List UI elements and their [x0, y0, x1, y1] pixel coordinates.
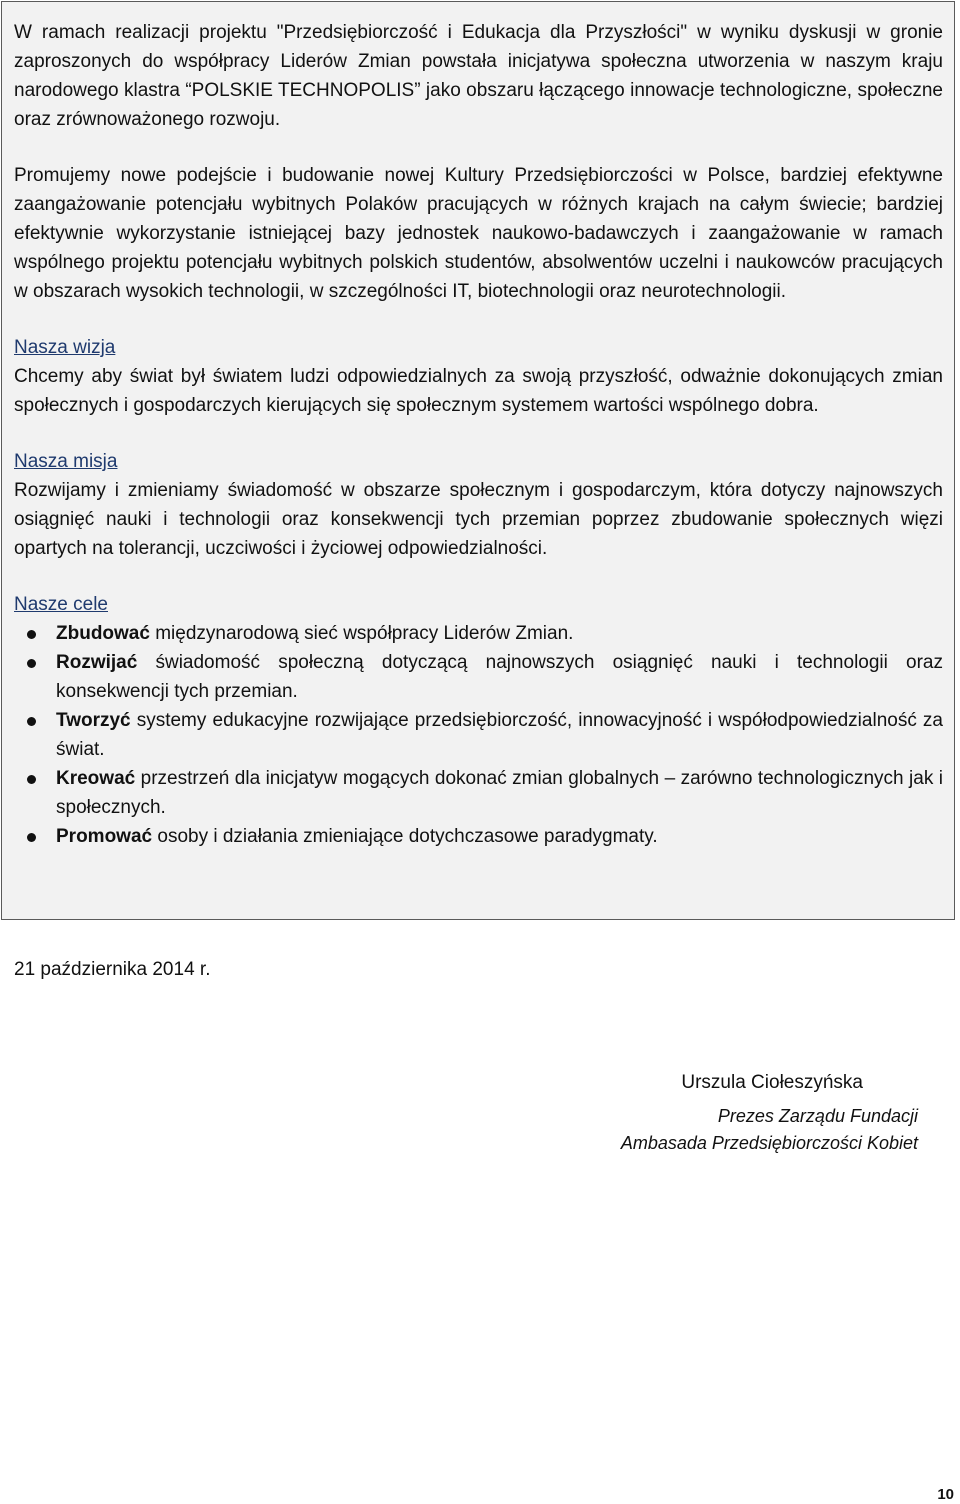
- goal-item: [14, 764, 943, 822]
- page-number: 10: [937, 1486, 954, 1503]
- bullet-icon: [27, 717, 36, 726]
- mission-text: Rozwijamy i zmieniamy świadomość w obszarze społecznym i gospodarczym, która dotyczy najnowszych osiągnięć nauki i technologii oraz konsekwencji tych przemian poprzez zbudowanie społecznych więzi opartych na tolerancji, uczciwości i życiowej odpowiedzialności.: [14, 480, 943, 559]
- goal-item: [14, 648, 943, 706]
- goal-verb: Zbudować: [56, 623, 150, 644]
- promotion-paragraph: Promujemy nowe podejście i budowanie nowej Kultury Przedsiębiorczości w Polsce, bardziej efektywne zaangażowanie potencjału wybitnych Polaków pracujących w różnych krajach na całym świecie; bardziej efektywnie wykorzystanie istniejącej bazy jednostek naukowo-badawczych i zaangażowanie w ramach wspólnego projektu potencjału wybitnych polskich studentów, absolwentów uczelni i naukowców pracujących w obszarach wysokich technologii, w szczególności IT, biotechnologii oraz neurotechnologii.: [14, 165, 943, 302]
- goal-verb: Promować: [56, 826, 153, 847]
- bullet-icon: [27, 833, 36, 842]
- signature-block: [621, 1068, 918, 1157]
- goal-item: [14, 706, 943, 764]
- intro-paragraph: W ramach realizacji projektu "Przedsiębiorczość i Edukacja dla Przyszłości" w wyniku dyskusji w gronie zaproszonych do współpracy Liderów Zmian powstała inicjatywa społeczna utworzenia w naszym kraju narodowego klastra “POLSKIE TECHNOPOLIS” jako obszaru łączącego innowacje technologiczne, społeczne oraz zrównoważonego rozwoju.: [14, 22, 943, 130]
- vision-heading: Nasza wizja: [14, 337, 116, 358]
- goals-heading: Nasze cele: [14, 594, 108, 615]
- goal-verb: Rozwijać: [56, 652, 138, 673]
- goal-text: przestrzeń dla inicjatyw mogących dokonać zmian globalnych – zarówno technologicznych jak i społecznych.: [56, 768, 943, 818]
- goal-verb: Kreować: [56, 768, 136, 789]
- goal-text: świadomość społeczną dotyczącą najnowszych osiągnięć nauki i technologii oraz konsekwencji tych przemian.: [56, 652, 943, 702]
- vision-text: Chcemy aby świat był światem ludzi odpowiedzialnych za swoją przyszłość, odważnie dokonujących zmian społecznych i gospodarczych kierujących się społecznym systemem wartości wspólnego dobra.: [14, 366, 943, 416]
- goals-list: [14, 619, 943, 851]
- goal-text: międzynarodową sieć współpracy Liderów Zmian.: [149, 623, 574, 644]
- goal-text: osoby i działania zmieniające dotychczasowe paradygmaty.: [152, 826, 658, 847]
- content-box: [1, 1, 955, 920]
- mission-heading: Nasza misja: [14, 451, 118, 472]
- signatory-organization: Ambasada Przedsiębiorczości Kobiet: [620, 1133, 918, 1153]
- bullet-icon: [27, 659, 36, 668]
- goal-verb: Tworzyć: [56, 710, 131, 731]
- signatory-role: Prezes Zarządu Fundacji: [717, 1106, 918, 1126]
- goal-item: [14, 822, 943, 851]
- goal-text: systemy edukacyjne rozwijające przedsiębiorczość, innowacyjność i współodpowiedzialność za świat.: [56, 710, 943, 760]
- bullet-icon: [27, 630, 36, 639]
- goal-item: [14, 619, 943, 648]
- bullet-icon: [27, 775, 36, 784]
- signatory-name: Urszula Ciołeszyńska: [681, 1072, 863, 1093]
- document-date: 21 października 2014 r.: [14, 959, 211, 980]
